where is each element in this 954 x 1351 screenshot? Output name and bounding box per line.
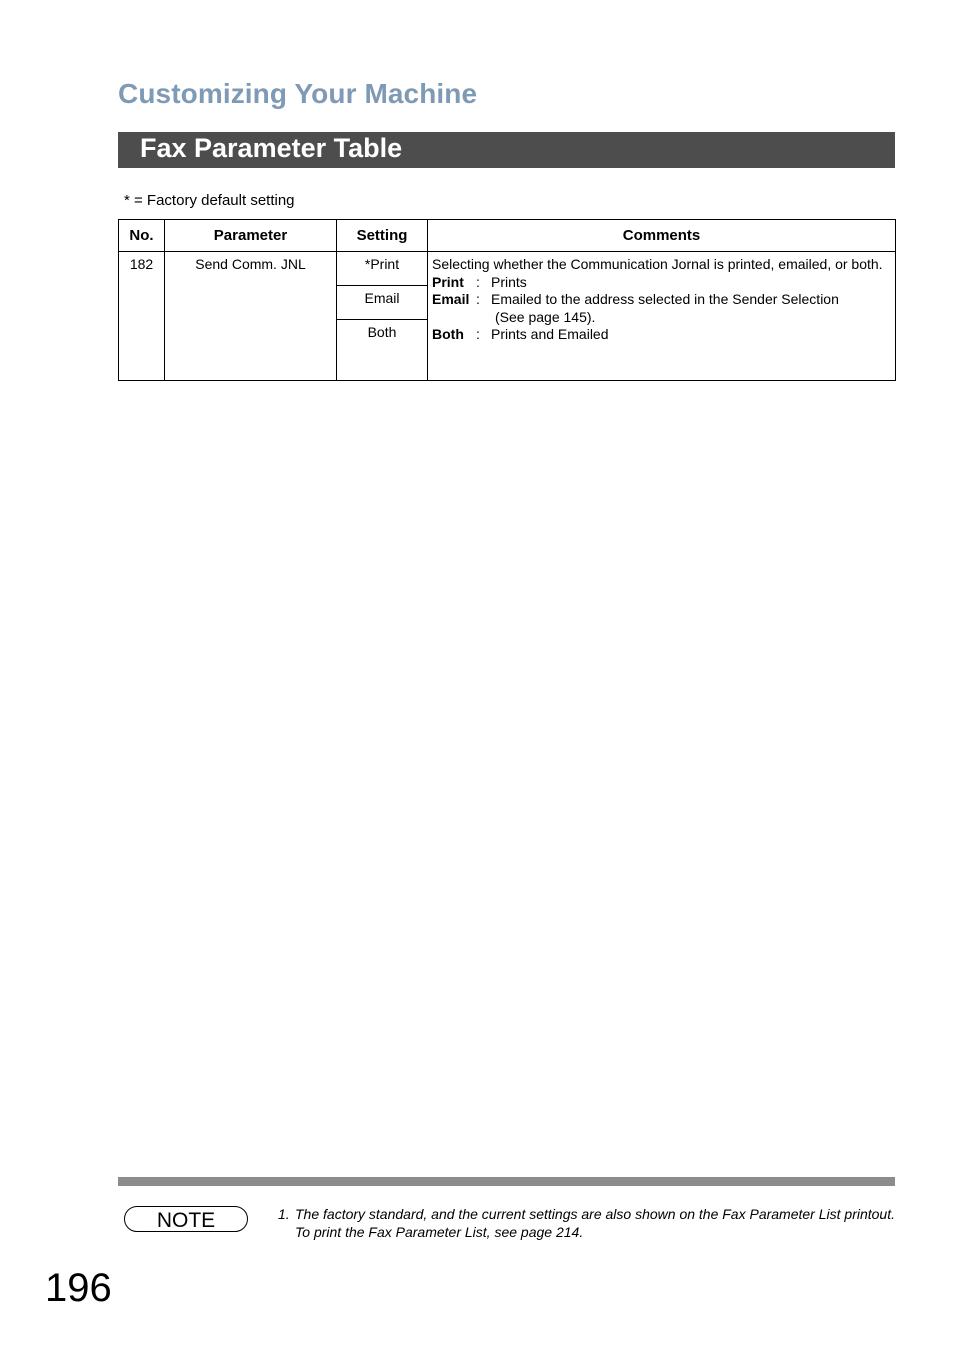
parameter-name: Send Comm. JNL bbox=[165, 252, 337, 381]
column-header-parameter: Parameter bbox=[165, 220, 337, 252]
table-header-row bbox=[119, 220, 896, 252]
column-header-comments: Comments bbox=[428, 220, 896, 252]
comment-intro: Selecting whether the Communication Jornal is printed, emailed, or both. bbox=[432, 256, 883, 272]
note-label: NOTE bbox=[124, 1206, 248, 1232]
factory-default-legend: * = Factory default setting bbox=[124, 192, 295, 209]
option-separator: : bbox=[476, 291, 480, 307]
setting-option: *Print bbox=[337, 252, 428, 286]
comment-option bbox=[432, 326, 891, 344]
comment-option bbox=[432, 291, 891, 309]
option-key: Both bbox=[432, 326, 464, 342]
parameter-number: 182 bbox=[119, 252, 165, 381]
column-header-no: No. bbox=[119, 220, 165, 252]
section-header-bar bbox=[118, 132, 895, 168]
section-title: Fax Parameter Table bbox=[140, 133, 403, 163]
option-description: Emailed to the address selected in the Sender Selection bbox=[491, 291, 839, 307]
comment-option bbox=[432, 274, 891, 292]
note-content bbox=[278, 1205, 895, 1241]
option-description: Prints bbox=[491, 273, 527, 290]
setting-option: Email bbox=[337, 286, 428, 320]
table-row bbox=[119, 252, 896, 286]
chapter-title: Customizing Your Machine bbox=[118, 78, 478, 109]
note-divider bbox=[118, 1177, 895, 1186]
setting-option: Both bbox=[337, 320, 428, 381]
option-description: Prints and Emailed bbox=[491, 326, 609, 342]
column-header-setting: Setting bbox=[337, 220, 428, 252]
note-number: 1. bbox=[278, 1206, 290, 1222]
option-separator: : bbox=[476, 273, 480, 290]
option-separator: : bbox=[476, 326, 480, 342]
parameter-comments bbox=[428, 252, 896, 381]
note-text: The factory standard, and the current settings are also shown on the Fax Parameter List printout. To print the Fax Parameter List, see page 214. bbox=[295, 1206, 895, 1240]
page-number: 196 bbox=[45, 1266, 112, 1310]
option-continuation: (See page 145). bbox=[495, 308, 596, 325]
fax-parameter-table bbox=[118, 219, 896, 381]
option-key: Email bbox=[432, 291, 470, 307]
option-key: Print bbox=[432, 273, 464, 290]
